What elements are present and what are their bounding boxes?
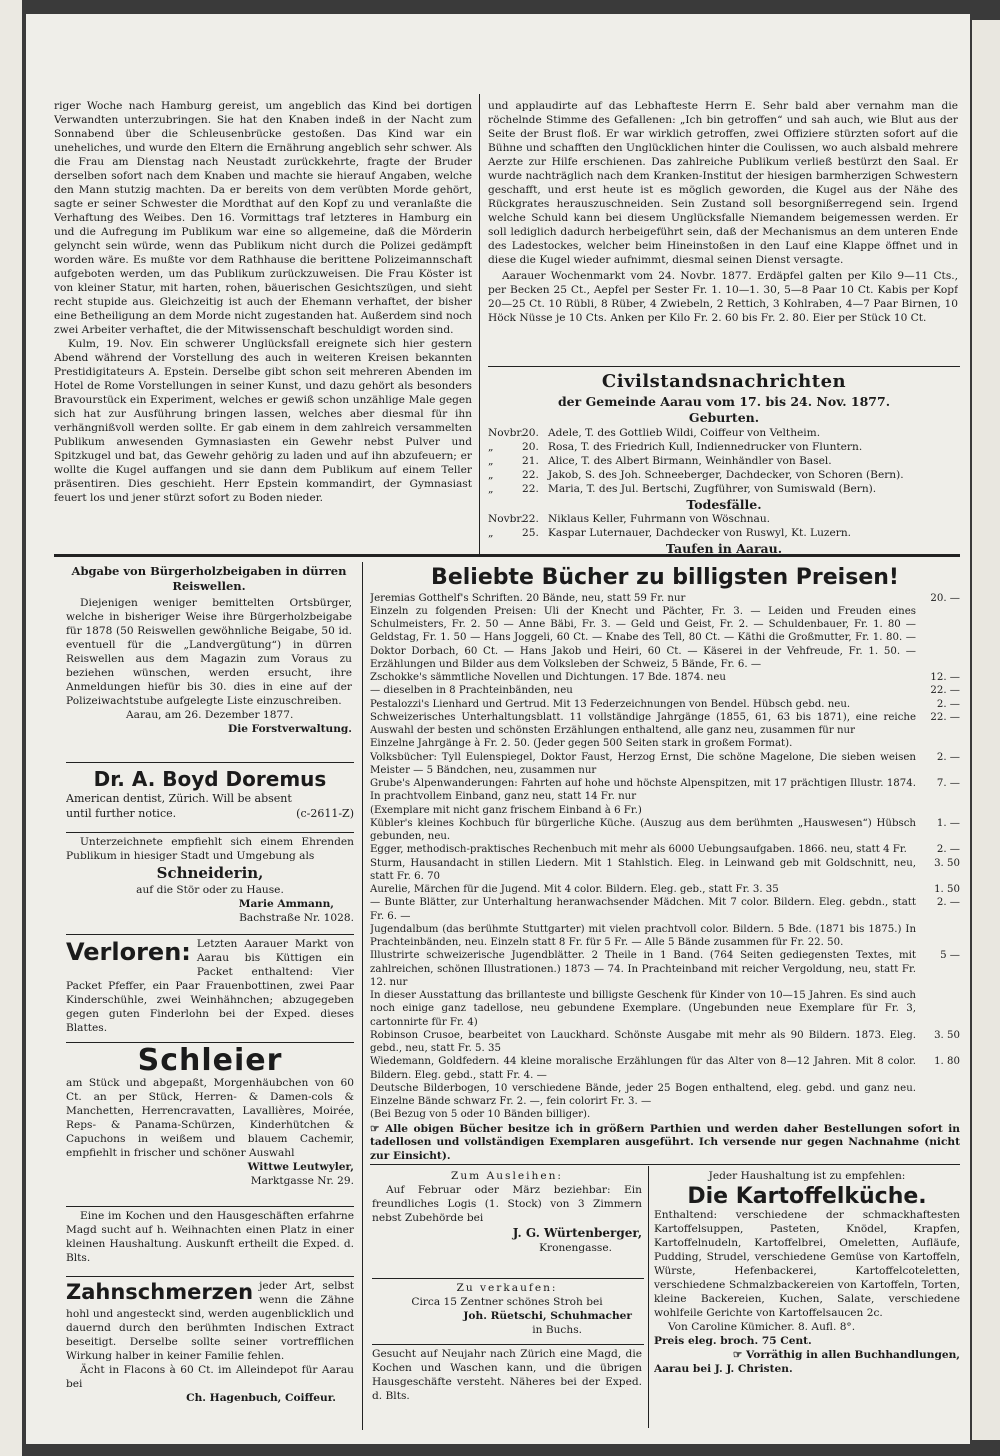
registry-month: „ [488, 527, 494, 540]
book-item [370, 923, 960, 950]
ad-stroh-body: Circa 15 Zentner schönes Stroh bei [411, 1295, 603, 1308]
book-item [370, 1055, 960, 1082]
article-paragraph: und applaudirte auf das Lebhafteste Herrn E. Sehr bald aber vernahm man die röchelnde Stimme des Gefallenen: „Ich bin getroffen“ und sah auch, wie Blut aus der Seite der Brust floß. Er war wirklich getroffen, zwei Offiziere stürzten sofort auf die Bühne und schafften den Unglücklichen hinter die Coulissen, wo auch alsbald mehrere Aerzte zur Hilfe erschienen. Das zahlreiche Publikum verließ bestürzt den Saal. Er wurde nachträglich nach dem Kranken-Institut der hiesigen barmherzigen Schwestern geschafft, und erst heute ist es möglich geworden, die Kugel aus der Nähe des Rückgrates herauszuschneiden. Sein Zustand soll besorgnißerregend sein. Irgend welche Schuld kann bei diesem Unglücksfalle Niemandem beigemessen werden. Er soll lediglich dadurch herbeigeführt sein, daß der Mechanismus an dem unteren Ende des Ladestockes, welcher beim Hineinstoßen in den Lauf eine Klappe öffnet und in diese die Kugel wieder aufnimmt, diesmal seinen Dienst versagte. [488, 100, 958, 266]
ad-holz-body: Diejenigen weniger bemittelten Ortsbürger, welche in bisheriger Weise ihre Bürgerholzbeigabe für 1878 (50 Reiswellen gewöhnliche Beigabe, 50 id. eventuell für die „Landvergütung“) in dürren Reiswellen aus dem Magazin zum Voraus zu beziehen wünschen, werden ersucht, ihre Anmeldungen hiefür bis 30. dies in eine auf der Polizeiwachtstube aufgelegte Liste einzuschreiben. [66, 597, 352, 708]
registry-entry [488, 469, 960, 483]
registry-day: 21. [522, 454, 539, 467]
book-description: Wiedemann, Goldfedern. 44 kleine moralische Erzählungen für das Alter von 8—12 Jahren. Mit 8 color. Bildern. Eleg. gebd., statt Fr. 4. — [370, 1056, 916, 1081]
ad-rule [66, 1206, 354, 1207]
ad-schneiderin-address: Bachstraße Nr. 1028. [239, 911, 354, 924]
ad-zahnschmerzen-body2: Ächt in Flacons à 60 Ct. im Alleindepot für Aarau bei [66, 1363, 354, 1390]
registry-month: „ [488, 482, 494, 495]
book-price: 22. — [930, 711, 960, 723]
book-description: Einzelne Jahrgänge à Fr. 2. 50. (Jeder gegen 500 Seiten stark in großem Format). [370, 738, 793, 750]
civil-registry [488, 370, 960, 554]
registry-text: Jakob, S. des Joh. Schneeberger, Dachdecker, von Schoren (Bern). [548, 468, 904, 481]
registry-entry [488, 441, 960, 455]
article-paragraph: Kulm, 19. Nov. Ein schwerer Unglücksfall ereignete sich hier gestern Abend während der Vorstellung des auch in weiteren Kreisen bekannten Prestidigitateurs A. Epstein. Derselbe gibt schon seit mehreren Abenden im Hotel de Rome Vorstellungen in seiner Kunst, und dazu gehört als besonders Bravourstück ein Experiment, welches er gewiß schon unzählige Male gegen sich hat zur Ausführung bringen lassen, welches aber diesmal für ihn verhängnißvoll werden sollte. Er gab einem in dem zahlreich versammelten Publikum anwesenden Gymnasiasten ein Gewehr nebst Pulver und Spitzkugel und bat, das Gewehr gehörig zu laden und auf ihn abzufeuern; er wollte die Kugel auffangen und sie dann dem Publikum auf einem Teller präsentiren. Dies geschieht. Herr Epstein kommandirt, der Gymnasiast feuert los und jener stürzt sofort zu Boden nieder. [54, 338, 472, 505]
ad-schleier-address: Marktgasse Nr. 29. [250, 1174, 354, 1187]
book-description: Einzeln zu folgenden Preisen: Uli der Knecht und Pächter, Fr. 3. — Leiden und Freuden eines Schulmeisters, Fr. 2. 50 — Anne Bäbi, Fr. 3. — Geld und Geist, Fr. 2. — Schuldenbauer, Fr. 1. 80 — Geldstag, Fr. 1. 50 — Hans Joggeli, 60 Ct. — Knabe des Tell, 80 Ct. — Käthi die Großmutter, Fr. 1. 80. — Doktor Dorbach, 60 Ct. — Hans Jakob und Heiri, 60 Ct. — Käserei in der Vehfreude, Fr. 1. 50. — Erzählungen und Bilder aus dem Volksleben der Schweiz, 5 Bände, Fr. 6. — [370, 605, 916, 670]
ad-logis-address: Kronengasse. [539, 1241, 612, 1254]
book-price: 20. — [930, 592, 960, 604]
registry-text: Alice, T. des Albert Birmann, Weinhändler von Basel. [548, 454, 832, 467]
registry-month: Novbr. [488, 513, 524, 526]
book-price: 2. — [936, 844, 960, 856]
book-price [916, 737, 960, 750]
registry-day: 22. [522, 482, 539, 495]
book-item [370, 777, 960, 804]
book-description: Illustrirte schweizerische Jugendblätter. 2 Theile in 1 Band. (764 Seiten gediegensten Textes, mit zahlreichen, schönen Illustrationen.) 1873 — 74. In Prachteinband mit reicher Vergoldung, neu, statt Fr. 12. nur [370, 950, 916, 988]
book-price: 12. — [930, 672, 960, 683]
ad-books-title: Beliebte Bücher zu billigsten Preisen! [431, 565, 899, 590]
book-item [370, 989, 960, 1029]
book-price: 1. — [936, 817, 960, 829]
article-right-column [488, 100, 958, 378]
ad-doremus-line2: until further notice. [66, 806, 177, 820]
book-description: Jeremias Gotthelf's Schriften. 20 Bände, neu, statt 59 Fr. nur [370, 592, 686, 604]
ad-logis-signature: J. G. Würtenberger, [512, 1225, 642, 1240]
book-item [370, 671, 960, 684]
ad-magd-zurich-body: Gesucht auf Neujahr nach Zürich eine Magd, die Kochen und Waschen kann, und die übrigen Hausgeschäfte versteht. Näheres bei der Exped. d. Blts. [372, 1348, 642, 1402]
ad-doremus-code: (c-2611-Z) [296, 806, 354, 820]
book-item [370, 684, 960, 697]
ad-zahnschmerzen [66, 1280, 354, 1430]
civil-registry-title: Civilstandsnachrichten [601, 371, 847, 392]
book-description: Sturm, Hausandacht in stillen Liedern. Mit 1 Stahlstich. Eleg. in Leinwand geb mit Goldschnitt, neu, statt Fr. 6. 70 [370, 857, 916, 882]
book-item [370, 1082, 960, 1109]
registry-month: „ [488, 440, 494, 453]
registry-text: Niklaus Keller, Fuhrmann von Wöschnau. [548, 513, 771, 526]
book-description: Volksbücher: Tyll Eulenspiegel, Doktor Faust, Herzog Ernst, Die schöne Magelone, Die sieben weisen Meister — 5 Bändchen, neu, zusammen nur [370, 751, 916, 776]
book-price [916, 923, 960, 950]
book-item [370, 1108, 960, 1121]
book-price: 7. — [936, 778, 960, 789]
ad-schneiderin [66, 836, 354, 934]
ad-magd [66, 1210, 354, 1274]
registry-day: 25. [522, 527, 539, 540]
ad-verloren [66, 938, 354, 1042]
registry-day: 20. [522, 440, 539, 453]
book-price [916, 605, 960, 671]
ad-schneiderin-title: Schneiderin, [156, 863, 264, 882]
book-item [370, 737, 960, 750]
book-price [916, 1108, 960, 1121]
book-description: Zschokke's sämmtliche Novellen und Dichtungen. 17 Bde. 1874. neu [370, 672, 726, 683]
registry-month: „ [488, 454, 494, 467]
registry-text: Adele, T. des Gottlieb Wildi, Coiffeur von Veltheim. [548, 426, 821, 439]
ad-zahnschmerzen-signature: Ch. Hagenbuch, Coiffeur. [186, 1391, 336, 1404]
civil-registry-subtitle: der Gemeinde Aarau vom 17. bis 24. Nov. 1877. [557, 393, 891, 409]
ad-zahnschmerzen-body: jeder Art, selbst wenn die Zähne hohl und angesteckt sind, werden augenblicklich und dauernd durch den berühmten Indischen Extract beseitigt. Derselbe sollte seiner vortrefflichen Wirkung halber in keiner Familie fehlen. [66, 1280, 354, 1362]
book-item [370, 804, 960, 817]
newspaper-page [26, 14, 970, 1444]
ad-rule [66, 832, 354, 833]
ad-rule [66, 762, 354, 763]
ad-holz-title: Abgabe von Bürgerholzbeigaben in dürren Reiswellen. [71, 564, 347, 594]
ad-stroh-signature: Joh. Rüetschi, Schuhmacher [463, 1309, 632, 1322]
baptisms-heading: Taufen in Aarau. [665, 541, 783, 554]
book-price: 2. — [936, 698, 960, 710]
book-description: Grube's Alpenwanderungen: Fahrten auf hohe und höchste Alpenspitzen, mit 17 prächtigen Illustr. 1874. In prachtvollem Einband, ganz neu, statt 14 Fr. nur [370, 778, 916, 803]
ad-stroh [372, 1282, 642, 1340]
book-description: Deutsche Bilderbogen, 10 verschiedene Bände, jeder 25 Bogen enthaltend, eleg. gebd. und ganz neu. Einzelne Bände schwarz Fr. 2. —, fein colorirt Fr. 3. — [370, 1082, 916, 1107]
registry-entry [488, 483, 960, 497]
book-description: Pestalozzi's Lienhard und Gertrud. Mit 13 Federzeichnungen von Bendel. Hübsch gebd. neu. [370, 698, 851, 710]
article-left-column [54, 100, 472, 556]
book-description: Aurelie, Märchen für die Jugend. Mit 4 color. Bildern. Eleg. geb., statt Fr. 3. 35 [370, 884, 779, 895]
ad-schleier [66, 1044, 354, 1204]
ad-holz-date: Aarau, am 26. Dezember 1877. [126, 709, 294, 722]
book-description: Robinson Crusoe, bearbeitet von Lauckhard. Schönste Ausgabe mit mehr als 90 Bildern. 1873. Eleg. gebd., neu, statt Fr. 5. 35 [370, 1029, 916, 1054]
market-report: Aarauer Wochenmarkt vom 24. Novbr. 1877. Erdäpfel galten per Kilo 9—11 Cts., per Becken 25 Ct., Aepfel per Sester Fr. 1. 10—1. 30, 5—8 Paar 10 Ct. Kabis per Kopf 20—25 Ct. 10 Rübli, 8 Rüber, 4 Zwiebeln, 2 Rettich, 3 Kohlraben, 4—7 Paar Birnen, 10 Höck Nüsse je 10 Cts. Anken per Kilo Fr. 2. 60 bis Fr. 2. 80. Eier per Stück 10 Ct. [488, 269, 958, 324]
ad-kartoffelkueche-author: Von Caroline Kümicher. 8. Aufl. 8°. [668, 1321, 856, 1334]
ad-schneiderin-name: Marie Ammann, [238, 897, 334, 910]
book-price: 2. — [936, 751, 960, 763]
ad-schleier-title: Schleier [137, 1044, 283, 1078]
book-item [370, 711, 960, 738]
ad-zahnschmerzen-title: Zahnschmerzen [66, 1280, 254, 1304]
ad-schneiderin-tail: auf die Stör oder zu Hause. [136, 883, 284, 896]
book-price [916, 1082, 960, 1109]
book-item [370, 592, 960, 605]
ad-verloren-body: Letzten Aarauer Markt von Aarau bis Küttigen ein Packet enthaltend: Vier Packet Pfeffer, ein Paar Frauenbottinen, zwei Paar Kinderschühle, zwei Weinhähnchen; abzugegeben gegen guten Finderlohn bei der Exped. dieses Blattes. [66, 938, 354, 1034]
ad-rule [370, 1164, 960, 1165]
book-description: Schweizerisches Unterhaltungsblatt. 11 vollständige Jahrgänge (1855, 61, 63 bis 1871), eine reiche Auswahl der besten und schönsten Erzählungen enthaltend, alle ganz neu, zusammen für nur [370, 711, 916, 736]
registry-day: 22. [522, 513, 539, 526]
ads-separator [54, 554, 960, 557]
book-item [370, 843, 960, 856]
ad-verloren-title: Verloren: [66, 938, 191, 966]
ad-holz [66, 564, 352, 766]
book-price: 22. — [930, 685, 960, 697]
ad-kartoffelkueche-stock: ☞ Vorräthig in allen Buchhandlungen, [732, 1348, 960, 1361]
book-description: (Bei Bezug von 5 oder 10 Bänden billiger). [370, 1109, 591, 1121]
book-price: 5 — [940, 950, 960, 962]
ad-rule [372, 1278, 644, 1279]
births-heading: Geburten. [688, 410, 760, 426]
ad-kartoffelkueche-signature: Aarau bei J. J. Christen. [654, 1362, 793, 1375]
registry-entry [488, 527, 960, 541]
column-rule [479, 94, 480, 554]
ad-logis-heading: Zum Ausleihen: [450, 1170, 564, 1182]
book-description: In dieser Ausstattung das brillanteste und billigste Geschenk für Kinder von 10—15 Jahren. Es sind auch noch einige ganz tadellose, neu gebundene Exemplare. (Ungebunden neue Exemplare für Fr. 3, cartonnirte für Fr. 4) [370, 990, 916, 1028]
ad-kartoffelkueche-body: Enthaltend: verschiedene der schmackhaftesten Kartoffelsuppen, Pasteten, Knödel, Krapfen, Kartoffelnudeln, Kartoffelbrei, Omeletten, Aufläufe, Pudding, Strudel, verschiedene Gemüse von Kartoffeln, Würste, Hefenbackerei, Kartoffelcoteletten, verschiedene Schmalzbackereien von Kartoffeln, Torten, kleine Backereien, Kuchen, Salate, verschiedene wohlfeile Gerichte von Kartoffelsaucen 2c. [654, 1209, 960, 1320]
ad-rule [66, 934, 354, 935]
book-price: 3. 50 [934, 857, 960, 869]
ad-holz-signature: Die Forstverwaltung. [228, 723, 352, 736]
book-item [370, 751, 960, 778]
ad-doremus-title: Dr. A. Boyd Doremus [93, 767, 327, 791]
book-description: Jugendalbum (das berühmte Stuttgarter) mit vielen prachtvoll color. Bildern. 5 Bde. (1871 bis 1875.) In Prachteinbänden, neu. Einzeln statt 8 Fr. für 5 Fr. — Alle 5 Bände zusammen für Fr. 22. 50. [370, 923, 916, 948]
right-page-edge [972, 20, 1000, 1440]
ad-kartoffelkueche [654, 1170, 960, 1432]
registry-day: 22. [522, 468, 539, 481]
book-item [370, 605, 960, 671]
book-item [370, 896, 960, 923]
book-description: Kübler's kleines Kochbuch für bürgerliche Küche. (Auszug aus dem berühmten „Hauswesen“) Hübsch gebunden, neu. [370, 817, 916, 842]
registry-text: Kaspar Luternauer, Dachdecker von Ruswyl, Kt. Luzern. [548, 527, 852, 540]
registry-day: 20. [522, 426, 539, 439]
ad-rule [372, 1344, 644, 1345]
book-item [370, 817, 960, 844]
book-item [370, 857, 960, 884]
book-price: 3. 50 [934, 1029, 960, 1041]
book-description: — dieselben in 8 Prachteinbänden, neu [370, 685, 573, 697]
book-description: (Exemplare mit nicht ganz frischem Einband à 6 Fr.) [370, 804, 642, 816]
column-rule [648, 1166, 649, 1428]
book-description: — Bunte Blätter, zur Unterhaltung heranwachsender Mädchen. Mit 7 color. Bildern. Eleg. gebdn., statt Fr. 6. — [370, 897, 916, 922]
column-rule [362, 562, 363, 1430]
ad-books-note: ☞ Alle obigen Bücher besitze ich in größern Parthien und werden daher Bestellungen sofort in tadellosen und vollständigen Exemplaren ausgeführt. Ich versende nur gegen Nachnahme (nicht zur Einsicht). [370, 1122, 960, 1163]
ad-kartoffelkueche-price: Preis eleg. broch. 75 Cent. [654, 1334, 812, 1347]
ad-doremus [66, 766, 354, 830]
book-price [916, 804, 960, 817]
book-price: 1. 50 [934, 884, 960, 895]
ad-kartoffelkueche-title: Die Kartoffelküche. [687, 1183, 927, 1209]
ad-stroh-address: in Buchs. [532, 1323, 582, 1336]
book-price: 2. — [936, 897, 960, 909]
registry-text: Maria, T. des Jul. Bertschi, Zugführer, von Sumiswald (Bern). [548, 482, 877, 495]
ad-magd-body: Eine im Kochen und den Hausgeschäften erfahrne Magd sucht auf h. Weihnachten einen Platz in einer kleinen Haushaltung. Auskunft ertheilt die Exped. d. Blts. [66, 1210, 354, 1264]
deaths-heading: Todesfälle. [686, 496, 762, 512]
ad-stroh-heading: Zu verkaufen: [456, 1282, 558, 1294]
ad-schleier-signature: Wittwe Leutwyler, [247, 1160, 354, 1173]
ad-doremus-line1: American dentist, Zürich. Will be absent [66, 792, 292, 806]
registry-month: Novbr. [488, 426, 524, 439]
section-rule [488, 366, 960, 367]
book-item [370, 1029, 960, 1056]
book-item [370, 883, 960, 896]
ad-kartoffelkueche-intro: Jeder Haushaltung ist zu empfehlen: [708, 1170, 906, 1182]
registry-text: Rosa, T. des Friedrich Kull, Indiennedrucker von Fluntern. [548, 440, 863, 453]
book-list [370, 592, 960, 1122]
births-list [488, 427, 960, 497]
registry-entry [488, 513, 960, 527]
article-paragraph: riger Woche nach Hamburg gereist, um angeblich das Kind bei dortigen Verwandten unterzubringen. Sie hat den Knaben indeß in der Nacht zum Sonnabend über die Schleusenbrücke gestoßen. Das Kind war ein uneheliches, und wurde den Eltern die Ernährung angeblich sehr schwer. Als die Frau am Dienstag nach Neustadt zurückkehrte, fragte der Bruder derselben sofort nach dem Knaben und machte sie hierauf Angaben, welche den Mann stutzig machten. Da er bereits von dem verübten Morde gehört, sagte er seiner Schwester die Mordthat auf den Kopf zu und veranlaßte die Verhaftung des Weibes. Den 16. Vormittags traf letzteres in Hamburg ein und die Aufregung im Publikum war eine so allgemeine, daß die Mörderin gelyncht sein würde, wenn das Publikum nicht durch die Polizei gedämpft worden wäre. Es mußte vor dem Rathhause die berittene Polizeimannschaft aufgeboten werden, um das Publikum zurückzuweisen. Die Frau Köster ist von kleiner Statur, mit harten, rohen, bäuerischen Gesichtszügen, und sieht recht stupide aus. Gleichzeitig ist auch der Ehemann verhaftet, der bisher eine Betheiligung an dem Morde nicht zugestanden hat. Außerdem sind noch zwei Arbeiter verhaftet, die der Mitwissenschaft beschuldigt worden sind. [54, 100, 472, 336]
book-item [370, 949, 960, 989]
ad-rule [66, 1276, 354, 1277]
registry-month: „ [488, 468, 494, 481]
ad-schleier-body: am Stück und abgepaßt, Morgenhäubchen von 60 Ct. an per Stück, Herren- & Damen-cols & Manchetten, Herrencravatten, Lavallières, Moirée, Reps- & Panama-Schürzen, Kinderhütchen & Capuchons in weißem und blauem Cachemir, empfiehlt in frischer und schöner Auswahl [66, 1077, 354, 1159]
ad-rule [66, 1042, 354, 1043]
ad-logis [372, 1170, 642, 1278]
left-page-edge [0, 0, 22, 1456]
book-price [916, 989, 960, 1029]
deaths-list [488, 513, 960, 541]
ad-magd-zurich [372, 1348, 642, 1428]
book-item [370, 698, 960, 711]
ad-schneiderin-intro: Unterzeichnete empfiehlt sich einem Ehrenden Publikum in hiesiger Stadt und Umgebung als [66, 836, 354, 862]
ad-logis-body: Auf Februar oder März beziehbar: Ein freundliches Logis (1. Stock) von 3 Zimmern nebst Zubehörde bei [372, 1183, 642, 1224]
registry-entry [488, 455, 960, 469]
book-price: 1. 80 [934, 1056, 960, 1068]
ad-books [370, 564, 960, 1164]
registry-entry [488, 427, 960, 441]
book-description: Egger, methodisch-praktisches Rechenbuch mit mehr als 6000 Uebungsaufgaben. 1866. neu, statt 4 Fr. [370, 844, 907, 856]
